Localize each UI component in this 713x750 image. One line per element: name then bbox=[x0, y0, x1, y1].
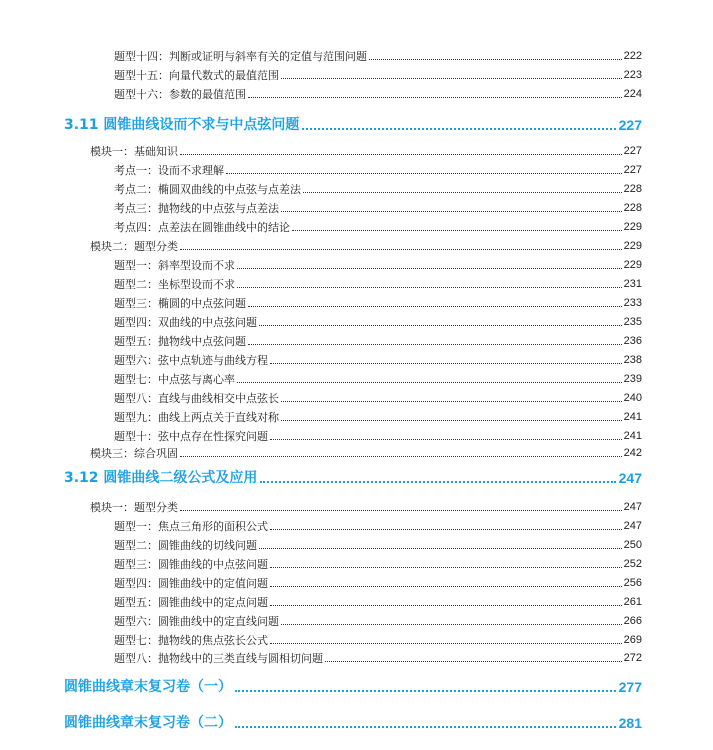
toc-entry-title: 题型一：焦点三角形的面积公式 bbox=[114, 520, 268, 533]
dot-leader bbox=[302, 128, 615, 130]
dot-leader bbox=[235, 726, 616, 728]
toc-entry-page: 250 bbox=[623, 539, 642, 551]
dot-leader bbox=[180, 249, 622, 250]
toc-entry[interactable] bbox=[114, 316, 642, 329]
dot-leader bbox=[270, 643, 622, 644]
toc-entry[interactable] bbox=[114, 652, 642, 665]
dot-leader bbox=[270, 529, 622, 530]
toc-entry-page: 228 bbox=[623, 183, 642, 195]
toc-entry-page: 261 bbox=[623, 596, 642, 608]
toc-entry-page: 266 bbox=[623, 615, 642, 627]
toc-entry[interactable] bbox=[114, 354, 642, 367]
toc-entry[interactable] bbox=[114, 164, 642, 177]
toc-entry-title: 题型四：圆锥曲线中的定值问题 bbox=[114, 577, 268, 590]
toc-entry-page: 229 bbox=[623, 259, 642, 271]
toc-entry-page: 241 bbox=[623, 411, 642, 423]
toc-entry-page: 228 bbox=[623, 202, 642, 214]
toc-entry-page: 229 bbox=[623, 221, 642, 233]
dot-leader bbox=[303, 192, 622, 193]
toc-entry-page: 231 bbox=[623, 278, 642, 290]
toc-entry-title: 题型六：弦中点轨迹与曲线方程 bbox=[114, 354, 268, 367]
toc-entry[interactable] bbox=[114, 69, 642, 82]
toc-entry[interactable] bbox=[114, 50, 642, 63]
toc-entry[interactable] bbox=[114, 577, 642, 590]
toc-entry-page: 229 bbox=[623, 240, 642, 252]
dot-leader bbox=[237, 268, 622, 269]
toc-entry-title: 题型九：曲线上两点关于直线对称 bbox=[114, 411, 279, 424]
toc-entry[interactable] bbox=[114, 183, 642, 196]
toc-entry-page: 223 bbox=[623, 69, 642, 81]
toc-entry[interactable] bbox=[114, 430, 642, 443]
toc-entry[interactable] bbox=[114, 297, 642, 310]
dot-leader bbox=[270, 567, 622, 568]
toc-entry-title: 题型七：抛物线的焦点弦长公式 bbox=[114, 634, 268, 647]
toc-entry-title: 题型五：圆锥曲线中的定点问题 bbox=[114, 596, 268, 609]
toc-entry[interactable] bbox=[90, 145, 642, 158]
section-title: 圆锥曲线章末复习卷（二） bbox=[64, 715, 232, 731]
section-heading-3-12[interactable] bbox=[64, 469, 642, 487]
toc-entry-title: 考点四：点差法在圆锥曲线中的结论 bbox=[114, 221, 290, 234]
dot-leader bbox=[180, 456, 622, 457]
toc-entry-title: 模块一：基础知识 bbox=[90, 145, 178, 158]
toc-entry[interactable] bbox=[114, 221, 642, 234]
toc-entry-title: 模块二：题型分类 bbox=[90, 240, 178, 253]
dot-leader bbox=[237, 382, 622, 383]
section-page: 227 bbox=[618, 117, 642, 133]
toc-entry[interactable] bbox=[114, 539, 642, 552]
toc-entry[interactable] bbox=[114, 259, 642, 272]
toc-entry-title: 题型三：圆锥曲线的中点弦问题 bbox=[114, 558, 268, 571]
section-title: 3.12 圆锥曲线二级公式及应用 bbox=[64, 470, 258, 486]
toc-entry-title: 考点二：椭圆双曲线的中点弦与点差法 bbox=[114, 183, 301, 196]
dot-leader bbox=[259, 325, 622, 326]
dot-leader bbox=[248, 97, 622, 98]
toc-entry[interactable] bbox=[114, 373, 642, 386]
toc-entry-title: 题型一：斜率型设而不求 bbox=[114, 259, 235, 272]
section-heading-3-11[interactable] bbox=[64, 116, 642, 134]
toc-entry[interactable] bbox=[90, 447, 642, 460]
toc-entry-title: 题型二：圆锥曲线的切线问题 bbox=[114, 539, 257, 552]
toc-entry-title: 题型二：坐标型设而不求 bbox=[114, 278, 235, 291]
toc-entry-page: 256 bbox=[623, 577, 642, 589]
section-title: 3.11 圆锥曲线设而不求与中点弦问题 bbox=[64, 117, 300, 133]
toc-entry-page: 233 bbox=[623, 297, 642, 309]
toc-entry-title: 题型三：椭圆的中点弦问题 bbox=[114, 297, 246, 310]
toc-entry-title: 题型四：双曲线的中点弦问题 bbox=[114, 316, 257, 329]
toc-entry-page: 222 bbox=[623, 50, 642, 62]
review-paper-2[interactable] bbox=[64, 714, 642, 732]
section-title: 圆锥曲线章末复习卷（一） bbox=[64, 679, 232, 695]
toc-entry-page: 235 bbox=[623, 316, 642, 328]
toc-entry-title: 题型八：直线与曲线相交中点弦长 bbox=[114, 392, 279, 405]
dot-leader bbox=[226, 173, 622, 174]
section-page: 277 bbox=[618, 679, 642, 695]
toc-entry-page: 239 bbox=[623, 373, 642, 385]
toc-entry-page: 240 bbox=[623, 392, 642, 404]
toc-entry-title: 题型八：抛物线中的三类直线与圆相切问题 bbox=[114, 652, 323, 665]
toc-entry-title: 考点三：抛物线的中点弦与点差法 bbox=[114, 202, 279, 215]
toc-entry[interactable] bbox=[114, 278, 642, 291]
toc-entry-title: 题型七：中点弦与离心率 bbox=[114, 373, 235, 386]
toc-entry-page: 242 bbox=[623, 447, 642, 459]
dot-leader bbox=[369, 59, 622, 60]
dot-leader bbox=[281, 211, 622, 212]
toc-entry-title: 题型六：圆锥曲线中的定直线问题 bbox=[114, 615, 279, 628]
toc-entry[interactable] bbox=[114, 202, 642, 215]
toc-entry[interactable] bbox=[114, 411, 642, 424]
toc-entry-page: 227 bbox=[623, 164, 642, 176]
toc-entry-page: 241 bbox=[623, 430, 642, 442]
toc-entry-page: 247 bbox=[623, 501, 642, 513]
dot-leader bbox=[180, 510, 622, 511]
dot-leader bbox=[270, 605, 622, 606]
dot-leader bbox=[281, 420, 622, 421]
dot-leader bbox=[259, 548, 622, 549]
dot-leader bbox=[281, 624, 622, 625]
toc-entry-page: 252 bbox=[623, 558, 642, 570]
toc-entry[interactable] bbox=[114, 520, 642, 533]
dot-leader bbox=[281, 78, 622, 79]
toc-entry[interactable] bbox=[114, 335, 642, 348]
dot-leader bbox=[292, 230, 622, 231]
toc-entry-title: 题型五：抛物线中点弦问题 bbox=[114, 335, 246, 348]
dot-leader bbox=[248, 344, 622, 345]
toc-entry-page: 269 bbox=[623, 634, 642, 646]
toc-entry-page: 236 bbox=[623, 335, 642, 347]
dot-leader bbox=[270, 363, 622, 364]
toc-entry-title: 模块三：综合巩固 bbox=[90, 447, 178, 460]
toc-entry[interactable] bbox=[114, 634, 642, 647]
review-paper-1[interactable] bbox=[64, 678, 642, 696]
toc-entry-page: 272 bbox=[623, 652, 642, 664]
dot-leader bbox=[248, 306, 622, 307]
section-page: 247 bbox=[618, 470, 642, 486]
toc-entry-page: 238 bbox=[623, 354, 642, 366]
toc-entry-title: 题型十六：参数的最值范围 bbox=[114, 88, 246, 101]
toc-entry-page: 247 bbox=[623, 520, 642, 532]
dot-leader bbox=[281, 401, 622, 402]
toc-entry[interactable] bbox=[114, 88, 642, 101]
dot-leader bbox=[270, 586, 622, 587]
dot-leader bbox=[180, 154, 622, 155]
toc-entry[interactable] bbox=[90, 501, 642, 514]
dot-leader bbox=[237, 287, 622, 288]
toc-entry-title: 题型十四：判断或证明与斜率有关的定值与范围问题 bbox=[114, 50, 367, 63]
toc-entry[interactable] bbox=[114, 558, 642, 571]
toc-entry[interactable] bbox=[114, 392, 642, 405]
toc-entry-page: 227 bbox=[623, 145, 642, 157]
toc-entry-title: 题型十：弦中点存在性探究问题 bbox=[114, 430, 268, 443]
dot-leader bbox=[235, 690, 616, 692]
toc-entry[interactable] bbox=[90, 240, 642, 253]
toc-entry[interactable] bbox=[114, 615, 642, 628]
toc-entry-title: 模块一：题型分类 bbox=[90, 501, 178, 514]
dot-leader bbox=[270, 439, 622, 440]
toc-entry-page: 224 bbox=[623, 88, 642, 100]
toc-entry[interactable] bbox=[114, 596, 642, 609]
dot-leader bbox=[325, 661, 622, 662]
section-page: 281 bbox=[618, 715, 642, 731]
toc-entry-title: 考点一：设而不求理解 bbox=[114, 164, 224, 177]
toc-entry-title: 题型十五：向量代数式的最值范围 bbox=[114, 69, 279, 82]
dot-leader bbox=[260, 481, 615, 483]
